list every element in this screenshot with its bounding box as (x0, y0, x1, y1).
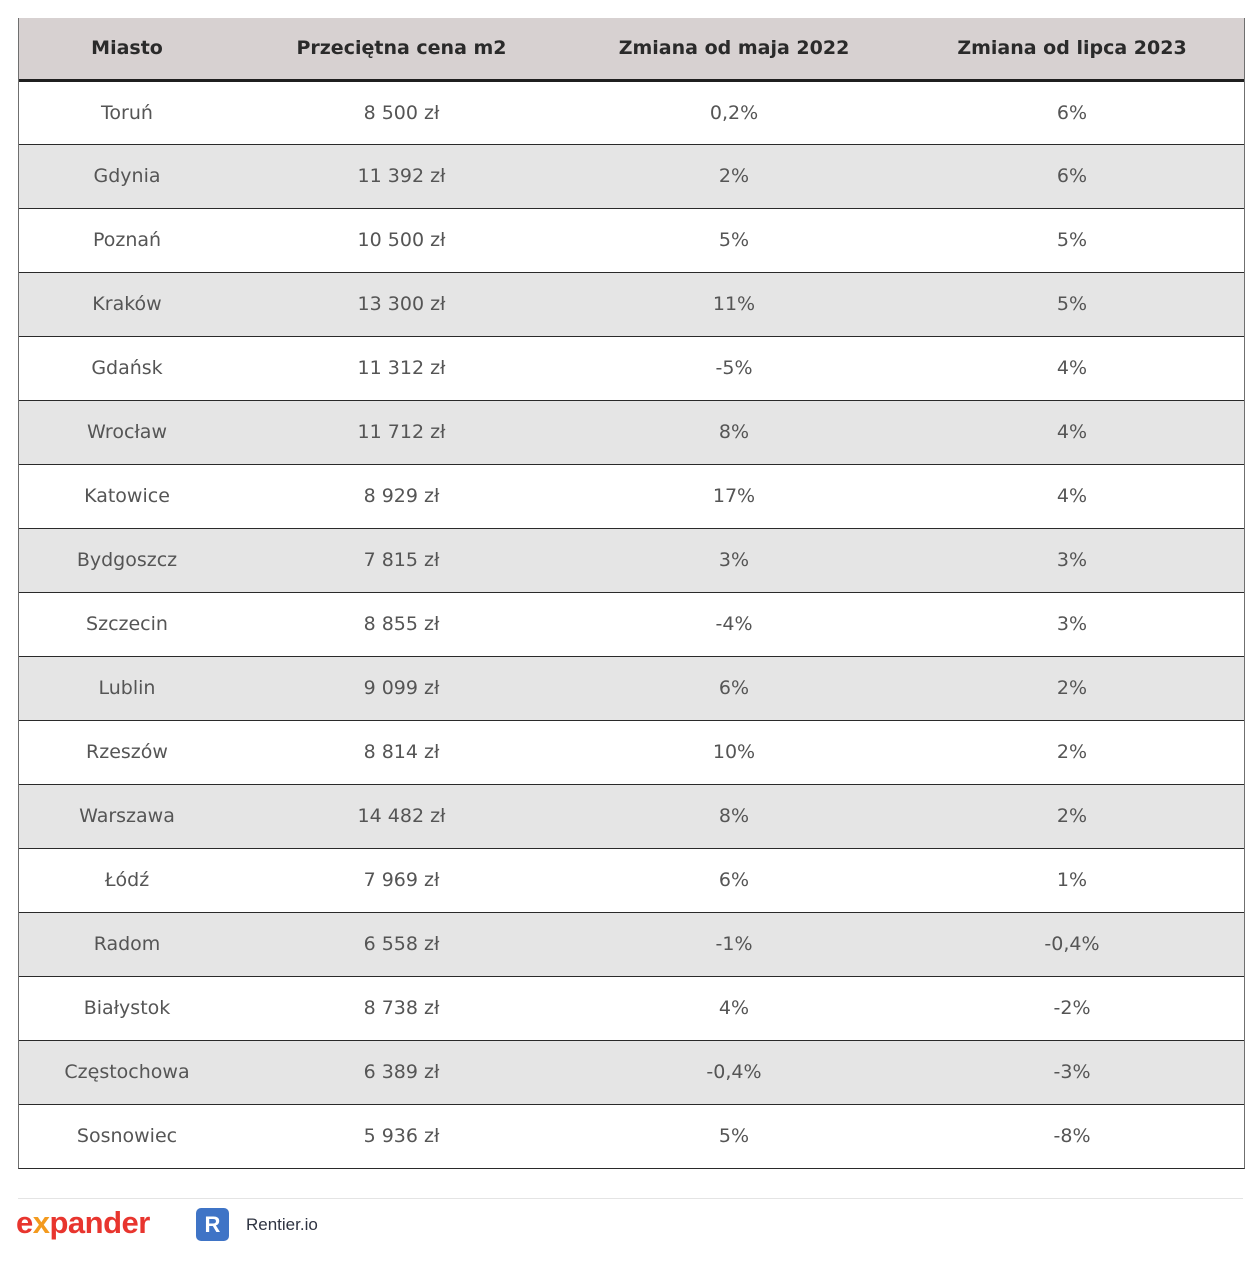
cell-city: Radom (93, 933, 161, 955)
cell-avg-price: 5 936 zł (363, 1125, 440, 1148)
cell-change-may-2022: 17% (712, 485, 756, 507)
cell-avg-price: 10 500 zł (357, 229, 446, 251)
cell-change-july-2023: 2% (1056, 805, 1088, 827)
cell-change-july-2023: -3% (1053, 1061, 1091, 1083)
cell-city: Rzeszów (86, 741, 168, 763)
table-row (19, 464, 1244, 528)
cell-avg-price: 7 815 zł (363, 549, 440, 571)
cell-avg-price: 14 482 zł (357, 805, 446, 827)
price-table (19, 18, 1244, 1168)
cell-change-july-2023: 3% (1056, 613, 1088, 635)
cell-change-july-2023: -0,4% (1044, 933, 1100, 955)
cell-city: Poznań (92, 229, 162, 251)
cell-change-july-2023: 6% (1056, 101, 1088, 124)
cell-change-may-2022: -1% (715, 933, 753, 955)
cell-avg-price: 6 389 zł (363, 1061, 440, 1083)
cell-change-july-2023: 4% (1056, 357, 1088, 379)
price-table-container (18, 18, 1245, 1169)
cell-change-may-2022: 4% (718, 997, 750, 1019)
cell-avg-price: 11 712 zł (357, 421, 446, 443)
header-avg-price: Przeciętna cena m2 (296, 37, 507, 60)
cell-avg-price: 8 929 zł (363, 485, 440, 507)
cell-avg-price: 8 500 zł (363, 101, 440, 124)
cell-change-july-2023: 4% (1056, 485, 1088, 507)
cell-city: Białystok (83, 997, 171, 1019)
cell-change-july-2023: -2% (1053, 997, 1091, 1019)
table-row (19, 144, 1244, 208)
cell-avg-price: 11 312 zł (357, 357, 446, 379)
table-row (19, 656, 1244, 720)
rentier-logo-icon: R (196, 1208, 229, 1241)
table-row (19, 1104, 1244, 1168)
cell-change-may-2022: 10% (712, 741, 756, 763)
cell-change-may-2022: 5% (718, 229, 750, 251)
cell-avg-price: 9 099 zł (363, 677, 440, 699)
cell-change-may-2022: 8% (718, 421, 750, 443)
cell-change-july-2023: 3% (1056, 549, 1088, 571)
cell-city: Katowice (84, 485, 170, 507)
cell-city: Warszawa (79, 805, 175, 827)
table-body (19, 80, 1244, 1168)
table-row (19, 272, 1244, 336)
table-row (19, 400, 1244, 464)
cell-avg-price: 8 855 zł (363, 613, 440, 635)
cell-change-may-2022: -4% (715, 613, 753, 635)
header-row (19, 18, 1244, 80)
cell-city: Bydgoszcz (76, 549, 178, 571)
cell-city: Lublin (98, 677, 156, 699)
cell-avg-price: 7 969 zł (363, 869, 440, 891)
table-row (19, 912, 1244, 976)
cell-change-july-2023: 5% (1056, 293, 1088, 315)
cell-change-july-2023: 1% (1056, 869, 1088, 891)
rentier-logo-text: Rentier.io (246, 1215, 318, 1234)
cell-change-july-2023: 6% (1056, 165, 1088, 187)
cell-city: Gdańsk (91, 357, 163, 379)
table-row (19, 592, 1244, 656)
cell-change-may-2022: 2% (718, 165, 750, 187)
cell-city: Gdynia (93, 165, 161, 187)
table-row (19, 976, 1244, 1040)
cell-change-july-2023: 5% (1056, 229, 1088, 251)
cell-avg-price: 13 300 zł (357, 293, 446, 315)
table-row (19, 336, 1244, 400)
footer-divider (18, 1198, 1243, 1199)
cell-avg-price: 11 392 zł (357, 165, 446, 187)
cell-change-july-2023: 4% (1056, 421, 1088, 443)
cell-change-may-2022: -0,4% (706, 1061, 762, 1083)
table-row (19, 528, 1244, 592)
table-row (19, 720, 1244, 784)
table-header (19, 18, 1244, 80)
cell-avg-price: 8 814 zł (363, 741, 440, 763)
cell-change-may-2022: 3% (718, 549, 750, 571)
cell-change-july-2023: 2% (1056, 677, 1088, 699)
cell-avg-price: 6 558 zł (363, 933, 440, 955)
cell-city: Sosnowiec (76, 1125, 178, 1148)
expander-logo-x: x (32, 1205, 50, 1240)
cell-city: Łódź (104, 869, 150, 891)
header-change-july-2023: Zmiana od lipca 2023 (957, 37, 1187, 60)
cell-change-may-2022: 6% (718, 677, 750, 699)
cell-change-may-2022: 6% (718, 869, 750, 891)
header-city: Miasto (91, 37, 163, 60)
expander-logo (16, 1203, 150, 1243)
table-row (19, 784, 1244, 848)
cell-avg-price: 8 738 zł (363, 997, 440, 1019)
cell-city: Częstochowa (64, 1061, 190, 1083)
table-row (19, 848, 1244, 912)
cell-city: Toruń (101, 101, 153, 124)
expander-logo-rest: pander (49, 1205, 150, 1240)
cell-city: Wrocław (87, 421, 167, 443)
table-row (19, 80, 1244, 144)
cell-city: Szczecin (86, 613, 168, 635)
cell-change-july-2023: -8% (1053, 1125, 1091, 1148)
cell-change-may-2022: 11% (712, 293, 756, 315)
cell-change-may-2022: -5% (715, 357, 753, 379)
table-row (19, 1040, 1244, 1104)
cell-change-may-2022: 5% (718, 1125, 750, 1148)
cell-change-may-2022: 0,2% (709, 101, 759, 124)
table-row (19, 208, 1244, 272)
cell-change-july-2023: 2% (1056, 741, 1088, 763)
cell-city: Kraków (92, 293, 162, 315)
expander-logo-e: e (16, 1205, 33, 1240)
cell-change-may-2022: 8% (718, 805, 750, 827)
header-change-may-2022: Zmiana od maja 2022 (618, 37, 850, 60)
